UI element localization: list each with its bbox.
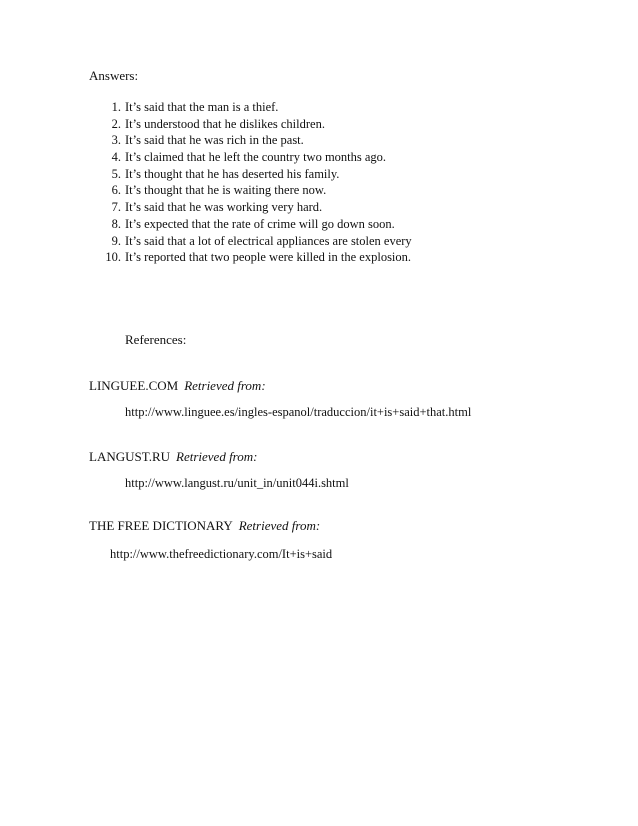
reference-url-langust[interactable]: http://www.langust.ru/unit_in/unit044i.shtml [125, 476, 349, 490]
answer-item [89, 249, 549, 266]
answer-text: It’s understood that he dislikes children. [125, 116, 325, 131]
reference-url-free-dictionary[interactable]: http://www.thefreedictionary.com/It+is+said [110, 547, 333, 561]
answer-number: 10. [105, 250, 121, 265]
reference-source: THE FREE DICTIONARY [89, 518, 233, 533]
answer-number: 6. [111, 183, 121, 198]
answer-item [89, 233, 549, 250]
answer-text: It’s said that he was working very hard. [125, 200, 323, 215]
reference-url-linguee[interactable]: http://www.linguee.es/ingles-espanol/traduccion/it+is+said+that.html [125, 405, 472, 419]
answer-number: 8. [111, 216, 121, 231]
reference-linguee [89, 378, 266, 394]
answer-item [89, 166, 549, 183]
reference-langust [89, 449, 257, 465]
answer-item [89, 132, 549, 149]
answer-number: 2. [111, 116, 121, 131]
answer-item [89, 116, 549, 133]
answer-text: It’s said that he was rich in the past. [125, 133, 304, 148]
answer-item [89, 216, 549, 233]
reference-free-dictionary [89, 518, 320, 534]
answer-text: It’s thought that he has deserted his family. [125, 166, 340, 181]
answer-number: 5. [111, 166, 121, 181]
answer-number: 7. [111, 200, 121, 215]
answer-item [89, 182, 549, 199]
retrieved-from-label: Retrieved from: [184, 378, 266, 393]
answer-number: 3. [111, 133, 121, 148]
answer-item [89, 99, 549, 116]
answer-text: It’s reported that two people were killed in the explosion. [125, 250, 412, 265]
answer-number: 1. [111, 100, 121, 114]
answer-text: It’s said that the man is a thief. [125, 100, 279, 114]
answer-text: It’s claimed that he left the country two months ago. [125, 150, 387, 165]
answer-text: It’s expected that the rate of crime will go down soon. [125, 216, 395, 231]
answers-heading: Answers: [89, 68, 139, 83]
references-heading: References: [125, 332, 187, 347]
answer-number: 9. [111, 233, 121, 248]
retrieved-from-label: Retrieved from: [238, 518, 321, 533]
retrieved-from-label: Retrieved from: [176, 449, 258, 464]
answer-item [89, 199, 549, 216]
answer-item [89, 149, 549, 166]
reference-source: LINGUEE.COM [89, 378, 179, 393]
answer-text: It’s thought that he is waiting there now. [125, 183, 327, 198]
answer-number: 4. [111, 150, 121, 165]
answers-list [89, 99, 549, 266]
answer-text: It’s said that a lot of electrical appliances are stolen every [125, 233, 412, 248]
reference-source: LANGUST.RU [89, 449, 171, 464]
